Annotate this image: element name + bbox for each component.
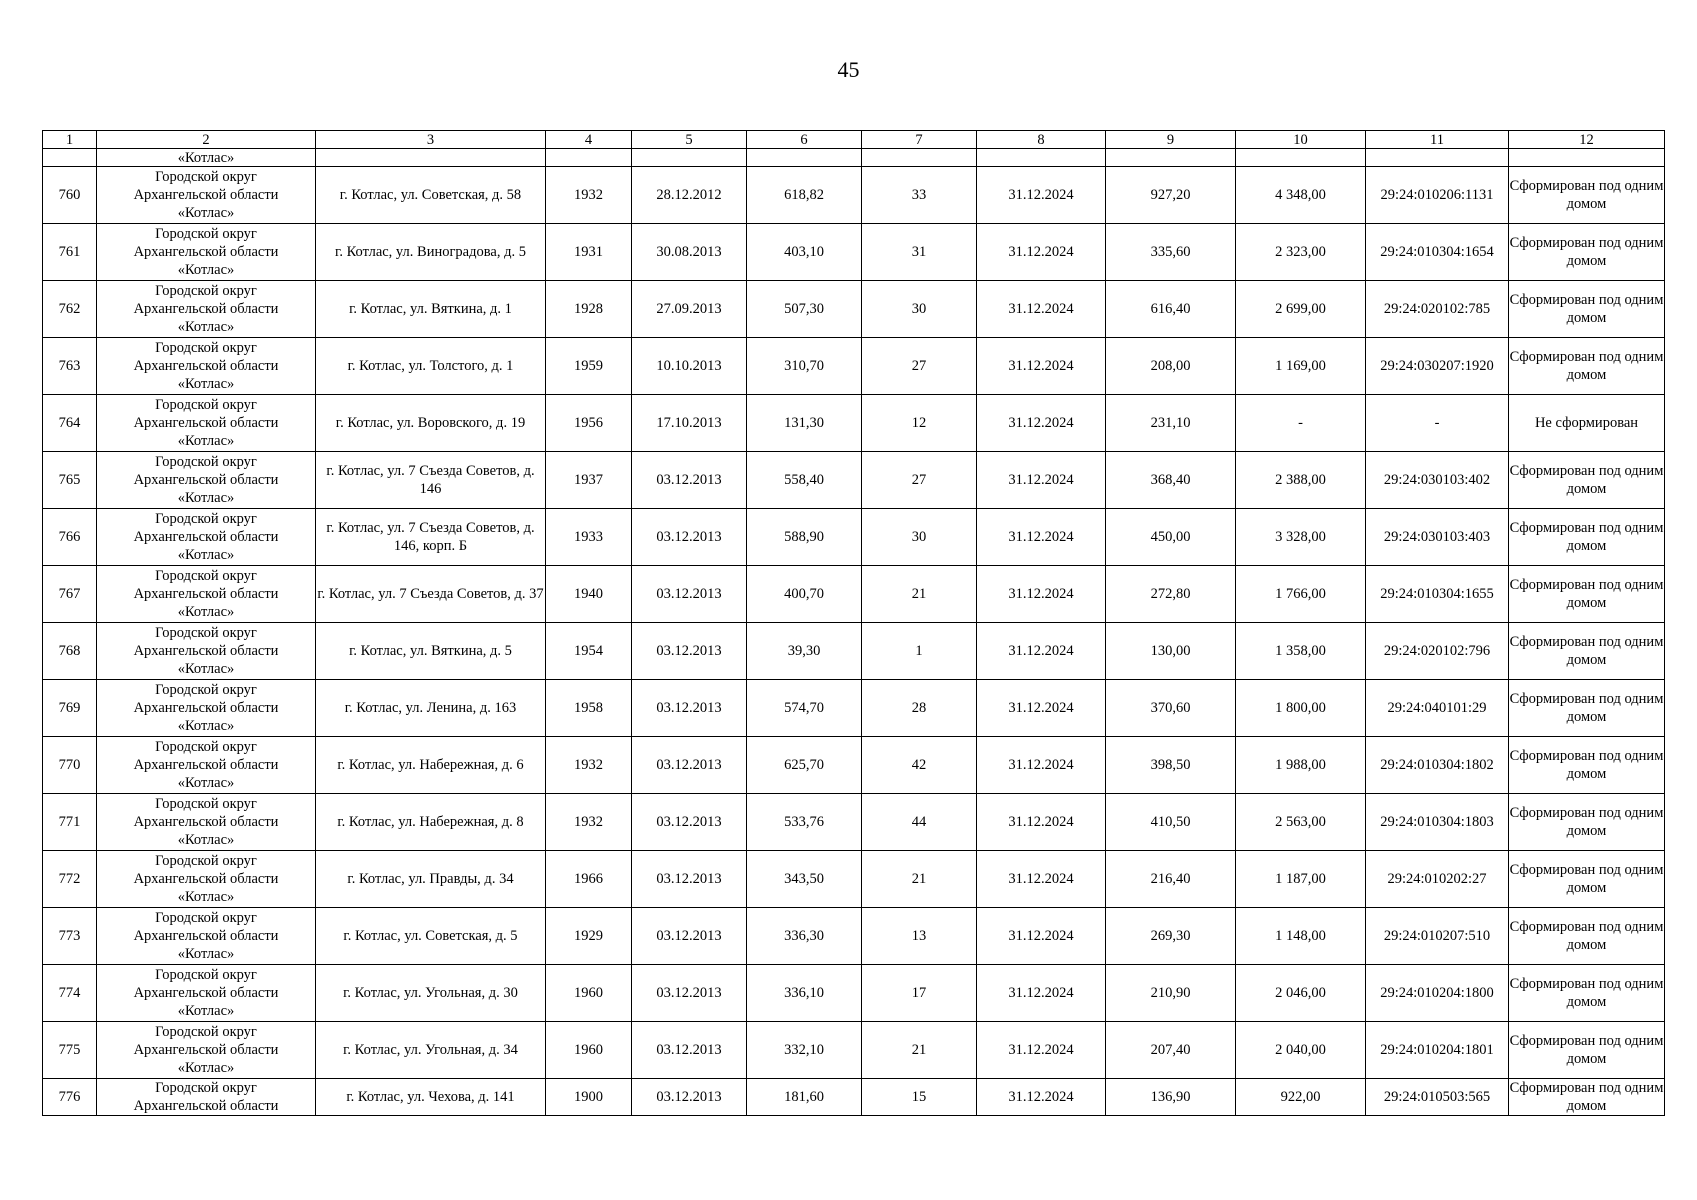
header-cell: 9: [1106, 131, 1236, 149]
status-cell: Сформирован под одним домом: [1509, 680, 1665, 737]
land-area-cell: 2 388,00: [1236, 452, 1366, 509]
owner-line: Городской округ: [155, 796, 257, 812]
deadline-cell: 31.12.2024: [977, 851, 1106, 908]
table-row: [43, 623, 1665, 680]
deadline-cell: 31.12.2024: [977, 452, 1106, 509]
owner-cell: [97, 509, 316, 566]
row-number-cell: 772: [43, 851, 97, 908]
owner-line: «Котлас»: [177, 376, 235, 392]
date-cell: 03.12.2013: [632, 680, 747, 737]
deadline-cell: 31.12.2024: [977, 965, 1106, 1022]
status-cell: Не сформирован: [1509, 395, 1665, 452]
cadastral-number-cell: 29:24:030207:1920: [1366, 338, 1509, 395]
owner-line: Архангельской области: [133, 814, 279, 830]
cadastral-number-cell: 29:24:020102:796: [1366, 623, 1509, 680]
cadastral-number-cell: 29:24:010304:1802: [1366, 737, 1509, 794]
owner-line: «Котлас»: [177, 946, 235, 962]
date-cell: 03.12.2013: [632, 452, 747, 509]
land-area-cell: 4 348,00: [1236, 167, 1366, 224]
area2-cell: 210,90: [1106, 965, 1236, 1022]
date-cell: 03.12.2013: [632, 1022, 747, 1079]
year-cell: 1929: [546, 908, 632, 965]
status-cell: Сформирован под одним домом: [1509, 794, 1665, 851]
row-number-cell: 773: [43, 908, 97, 965]
area2-cell: 370,60: [1106, 680, 1236, 737]
date-cell: 03.12.2013: [632, 566, 747, 623]
owner-cell: [97, 737, 316, 794]
owner-line: Архангельской области: [133, 244, 279, 260]
owner-line: «Котлас»: [177, 319, 235, 335]
residents-cell: 15: [862, 1079, 977, 1116]
address-cell: г. Котлас, ул. Набережная, д. 6: [316, 737, 546, 794]
page-number: 45: [837, 57, 860, 82]
status-cell: Сформирован под одним домом: [1509, 851, 1665, 908]
owner-line: «Котлас»: [177, 832, 235, 848]
area2-cell: 130,00: [1106, 623, 1236, 680]
owner-line: «Котлас»: [177, 262, 235, 278]
owner-line: Городской округ: [155, 169, 257, 185]
date-cell: 27.09.2013: [632, 281, 747, 338]
owner-line: Архангельской области: [133, 985, 279, 1001]
residents-cell: 28: [862, 680, 977, 737]
year-cell: 1959: [546, 338, 632, 395]
cadastral-number-cell: 29:24:010304:1654: [1366, 224, 1509, 281]
table-row: [43, 224, 1665, 281]
owner-line: Архангельской области: [133, 358, 279, 374]
owner-line: Городской округ: [155, 910, 257, 926]
area2-cell: 207,40: [1106, 1022, 1236, 1079]
area-cell: 574,70: [747, 680, 862, 737]
row-number-cell: 764: [43, 395, 97, 452]
deadline-cell: 31.12.2024: [977, 167, 1106, 224]
row-number-cell: 775: [43, 1022, 97, 1079]
address-cell: г. Котлас, ул. Воровского, д. 19: [316, 395, 546, 452]
status-cell: Сформирован под одним домом: [1509, 224, 1665, 281]
land-area-cell: 2 046,00: [1236, 965, 1366, 1022]
row-number-cell: 761: [43, 224, 97, 281]
cadastral-number-cell: 29:24:010304:1803: [1366, 794, 1509, 851]
owner-cell: [97, 908, 316, 965]
cadastral-number-cell: 29:24:010204:1801: [1366, 1022, 1509, 1079]
owner-line: Архангельской области: [133, 1042, 279, 1058]
year-cell: 1933: [546, 509, 632, 566]
deadline-cell: 31.12.2024: [977, 680, 1106, 737]
owner-line: Архангельской области: [133, 643, 279, 659]
residents-cell: 33: [862, 167, 977, 224]
header-cell: 1: [43, 131, 97, 149]
table-row: [43, 509, 1665, 566]
owner-cell: [97, 224, 316, 281]
table-row: [43, 167, 1665, 224]
residents-cell: 30: [862, 281, 977, 338]
land-area-cell: 2 699,00: [1236, 281, 1366, 338]
year-cell: 1960: [546, 965, 632, 1022]
date-cell: 03.12.2013: [632, 851, 747, 908]
cadastral-number-cell: 29:24:040101:29: [1366, 680, 1509, 737]
address-cell: г. Котлас, ул. Ленина, д. 163: [316, 680, 546, 737]
table-row: [43, 1022, 1665, 1079]
area-cell: 400,70: [747, 566, 862, 623]
area-cell: 343,50: [747, 851, 862, 908]
address-cell: г. Котлас, ул. Советская, д. 5: [316, 908, 546, 965]
owner-line: Городской округ: [155, 397, 257, 413]
deadline-cell: 31.12.2024: [977, 794, 1106, 851]
status-cell: Сформирован под одним домом: [1509, 1080, 1664, 1114]
area2-cell: 410,50: [1106, 794, 1236, 851]
residents-cell: 17: [862, 965, 977, 1022]
year-cell: 1932: [546, 794, 632, 851]
status-cell: Сформирован под одним домом: [1509, 167, 1665, 224]
residents-cell: 27: [862, 338, 977, 395]
deadline-cell: 31.12.2024: [977, 1079, 1106, 1116]
owner-line: «Котлас»: [177, 490, 235, 506]
area-cell: 533,76: [747, 794, 862, 851]
status-cell: Сформирован под одним домом: [1509, 1022, 1665, 1079]
owner-line: Городской округ: [155, 1024, 257, 1040]
header-cell: 7: [862, 131, 977, 149]
address-cell: г. Котлас, ул. Толстого, д. 1: [316, 338, 546, 395]
deadline-cell: 31.12.2024: [977, 623, 1106, 680]
area-cell: 507,30: [747, 281, 862, 338]
table-row: [43, 452, 1665, 509]
owner-line: Городской округ: [155, 625, 257, 641]
deadline-cell: 31.12.2024: [977, 1022, 1106, 1079]
cadastral-number-cell: 29:24:010304:1655: [1366, 566, 1509, 623]
owner-cell: [97, 281, 316, 338]
area2-cell: 616,40: [1106, 281, 1236, 338]
row-number-cell: 776: [43, 1079, 97, 1116]
address-cell: г. Котлас, ул. 7 Съезда Советов, д. 146: [316, 452, 546, 509]
owner-line: «Котлас»: [177, 433, 235, 449]
area-cell: 558,40: [747, 452, 862, 509]
land-area-cell: 1 169,00: [1236, 338, 1366, 395]
row-number-cell: 765: [43, 452, 97, 509]
owner-line: Городской округ: [155, 739, 257, 755]
table-row: [43, 680, 1665, 737]
header-cell: 6: [747, 131, 862, 149]
table-row: [43, 281, 1665, 338]
area-cell: 403,10: [747, 224, 862, 281]
year-cell: 1960: [546, 1022, 632, 1079]
owner-line: Архангельской области: [133, 871, 279, 887]
owner-line: Городской округ: [155, 226, 257, 242]
residents-cell: 21: [862, 566, 977, 623]
area2-cell: 272,80: [1106, 566, 1236, 623]
owner-cell: [97, 794, 316, 851]
area-cell: 336,10: [747, 965, 862, 1022]
land-area-cell: 1 800,00: [1236, 680, 1366, 737]
header-cell: 10: [1236, 131, 1366, 149]
land-area-cell: 1 148,00: [1236, 908, 1366, 965]
land-area-cell: 1 187,00: [1236, 851, 1366, 908]
owner-line: Архангельской области: [133, 301, 279, 317]
deadline-cell: 31.12.2024: [977, 395, 1106, 452]
table-row: [43, 395, 1665, 452]
land-area-cell: -: [1236, 395, 1366, 452]
cadastral-number-cell: 29:24:010206:1131: [1366, 167, 1509, 224]
land-area-cell: 2 040,00: [1236, 1022, 1366, 1079]
row-number-cell: 771: [43, 794, 97, 851]
status-cell: Сформирован под одним домом: [1509, 908, 1665, 965]
year-cell: 1966: [546, 851, 632, 908]
address-cell: г. Котлас, ул. Правды, д. 34: [316, 851, 546, 908]
owner-cell: [97, 1022, 316, 1079]
date-cell: 03.12.2013: [632, 1079, 747, 1116]
owner-line: Архангельской области: [133, 472, 279, 488]
owner-line: «Котлас»: [177, 889, 235, 905]
residents-cell: 13: [862, 908, 977, 965]
date-cell: 17.10.2013: [632, 395, 747, 452]
owner-line: Городской округ: [155, 967, 257, 983]
owner-cell: [97, 452, 316, 509]
date-cell: 03.12.2013: [632, 509, 747, 566]
residents-cell: 44: [862, 794, 977, 851]
owner-cell: [97, 623, 316, 680]
residents-cell: 31: [862, 224, 977, 281]
area2-cell: 231,10: [1106, 395, 1236, 452]
row-number-cell: 768: [43, 623, 97, 680]
date-cell: 30.08.2013: [632, 224, 747, 281]
area-cell: 310,70: [747, 338, 862, 395]
owner-line: Городской округ: [155, 1080, 257, 1096]
area2-cell: 398,50: [1106, 737, 1236, 794]
address-cell: г. Котлас, ул. Вяткина, д. 1: [316, 281, 546, 338]
land-area-cell: 1 766,00: [1236, 566, 1366, 623]
land-area-cell: 1 988,00: [1236, 737, 1366, 794]
year-cell: 1928: [546, 281, 632, 338]
housing-registry-table: [42, 130, 1665, 1116]
owner-line: «Котлас»: [177, 205, 235, 221]
residents-cell: 21: [862, 1022, 977, 1079]
owner-line: «Котлас»: [177, 604, 235, 620]
cadastral-number-cell: 29:24:010503:565: [1366, 1079, 1509, 1116]
owner-cell: [97, 851, 316, 908]
area-cell: 625,70: [747, 737, 862, 794]
area2-cell: 368,40: [1106, 452, 1236, 509]
owner-line: «Котлас»: [177, 661, 235, 677]
table-body: [43, 149, 1665, 1116]
year-cell: 1954: [546, 623, 632, 680]
continuation-owner: «Котлас»: [97, 149, 316, 167]
deadline-cell: 31.12.2024: [977, 509, 1106, 566]
owner-line: «Котлас»: [177, 1060, 235, 1076]
owner-line: Архангельской области: [133, 1098, 279, 1114]
header-cell: 5: [632, 131, 747, 149]
owner-line: «Котлас»: [177, 547, 235, 563]
year-cell: 1940: [546, 566, 632, 623]
residents-cell: 30: [862, 509, 977, 566]
owner-cell: [97, 566, 316, 623]
residents-cell: 21: [862, 851, 977, 908]
deadline-cell: 31.12.2024: [977, 908, 1106, 965]
year-cell: 1931: [546, 224, 632, 281]
status-cell: Сформирован под одним домом: [1509, 737, 1665, 794]
residents-cell: 27: [862, 452, 977, 509]
status-cell: Сформирован под одним домом: [1509, 566, 1665, 623]
year-cell: 1958: [546, 680, 632, 737]
date-cell: 03.12.2013: [632, 965, 747, 1022]
row-number-cell: 762: [43, 281, 97, 338]
land-area-cell: 2 323,00: [1236, 224, 1366, 281]
header-cell: 11: [1366, 131, 1509, 149]
year-cell: 1956: [546, 395, 632, 452]
area2-cell: 136,90: [1106, 1079, 1236, 1116]
deadline-cell: 31.12.2024: [977, 566, 1106, 623]
continuation-row: [43, 149, 1665, 167]
status-cell: Сформирован под одним домом: [1509, 452, 1665, 509]
header-cell: 4: [546, 131, 632, 149]
date-cell: 03.12.2013: [632, 737, 747, 794]
address-cell: г. Котлас, ул. Набережная, д. 8: [316, 794, 546, 851]
table-row: [43, 1079, 1665, 1116]
table-row: [43, 566, 1665, 623]
owner-line: Архангельской области: [133, 928, 279, 944]
owner-line: Архангельской области: [133, 529, 279, 545]
residents-cell: 42: [862, 737, 977, 794]
row-number-cell: 760: [43, 167, 97, 224]
table-row: [43, 851, 1665, 908]
address-cell: г. Котлас, ул. Вяткина, д. 5: [316, 623, 546, 680]
row-number-cell: 766: [43, 509, 97, 566]
owner-line: Городской округ: [155, 853, 257, 869]
year-cell: 1932: [546, 737, 632, 794]
land-area-cell: 3 328,00: [1236, 509, 1366, 566]
cadastral-number-cell: 29:24:020102:785: [1366, 281, 1509, 338]
area-cell: 336,30: [747, 908, 862, 965]
row-number-cell: 769: [43, 680, 97, 737]
residents-cell: 12: [862, 395, 977, 452]
deadline-cell: 31.12.2024: [977, 737, 1106, 794]
header-cell: 8: [977, 131, 1106, 149]
cadastral-number-cell: -: [1366, 395, 1509, 452]
area-cell: 332,10: [747, 1022, 862, 1079]
address-cell: г. Котлас, ул. Виноградова, д. 5: [316, 224, 546, 281]
status-cell: Сформирован под одним домом: [1509, 509, 1665, 566]
land-area-cell: 922,00: [1236, 1079, 1366, 1116]
owner-cell: [97, 680, 316, 737]
row-number-cell: 767: [43, 566, 97, 623]
owner-line: Архангельской области: [133, 700, 279, 716]
land-area-cell: 1 358,00: [1236, 623, 1366, 680]
residents-cell: 1: [862, 623, 977, 680]
area-cell: 618,82: [747, 167, 862, 224]
address-cell: г. Котлас, ул. 7 Съезда Советов, д. 37: [316, 566, 546, 623]
status-cell: Сформирован под одним домом: [1509, 338, 1665, 395]
table-row: [43, 737, 1665, 794]
area-cell: 181,60: [747, 1079, 862, 1116]
owner-cell: [97, 167, 316, 224]
deadline-cell: 31.12.2024: [977, 281, 1106, 338]
cadastral-number-cell: 29:24:010204:1800: [1366, 965, 1509, 1022]
owner-line: Городской округ: [155, 682, 257, 698]
year-cell: 1937: [546, 452, 632, 509]
owner-line: Архангельской области: [133, 415, 279, 431]
owner-line: Городской округ: [155, 511, 257, 527]
owner-cell: [97, 1079, 316, 1116]
date-cell: 10.10.2013: [632, 338, 747, 395]
address-cell: г. Котлас, ул. Советская, д. 58: [316, 167, 546, 224]
area2-cell: 216,40: [1106, 851, 1236, 908]
row-number-cell: 763: [43, 338, 97, 395]
owner-line: Городской округ: [155, 454, 257, 470]
area-cell: 131,30: [747, 395, 862, 452]
header-cell: 3: [316, 131, 546, 149]
year-cell: 1932: [546, 167, 632, 224]
table-row: [43, 794, 1665, 851]
cadastral-number-cell: 29:24:010202:27: [1366, 851, 1509, 908]
row-number-cell: 774: [43, 965, 97, 1022]
area2-cell: 335,60: [1106, 224, 1236, 281]
owner-line: «Котлас»: [177, 775, 235, 791]
area-cell: 39,30: [747, 623, 862, 680]
owner-line: «Котлас»: [177, 718, 235, 734]
row-number-cell: 770: [43, 737, 97, 794]
owner-line: Городской округ: [155, 283, 257, 299]
area2-cell: 450,00: [1106, 509, 1236, 566]
area-cell: 588,90: [747, 509, 862, 566]
owner-cell: [97, 965, 316, 1022]
deadline-cell: 31.12.2024: [977, 224, 1106, 281]
table-row: [43, 965, 1665, 1022]
address-cell: г. Котлас, ул. Угольная, д. 30: [316, 965, 546, 1022]
status-cell: Сформирован под одним домом: [1509, 965, 1665, 1022]
address-cell: г. Котлас, ул. Чехова, д. 141: [316, 1079, 546, 1116]
owner-line: Архангельской области: [133, 187, 279, 203]
header-cell: 2: [97, 131, 316, 149]
owner-line: Архангельской области: [133, 757, 279, 773]
header-cell: 12: [1509, 131, 1665, 149]
deadline-cell: 31.12.2024: [977, 338, 1106, 395]
area2-cell: 269,30: [1106, 908, 1236, 965]
owner-cell: [97, 338, 316, 395]
cadastral-number-cell: 29:24:030103:403: [1366, 509, 1509, 566]
date-cell: 28.12.2012: [632, 167, 747, 224]
owner-cell: [97, 395, 316, 452]
status-cell: Сформирован под одним домом: [1509, 623, 1665, 680]
year-cell: 1900: [546, 1079, 632, 1116]
date-cell: 03.12.2013: [632, 623, 747, 680]
address-cell: г. Котлас, ул. 7 Съезда Советов, д. 146, корп. Б: [316, 509, 546, 566]
owner-line: Городской округ: [155, 340, 257, 356]
table-row: [43, 908, 1665, 965]
cadastral-number-cell: 29:24:030103:402: [1366, 452, 1509, 509]
date-cell: 03.12.2013: [632, 908, 747, 965]
area2-cell: 927,20: [1106, 167, 1236, 224]
column-number-header: [43, 131, 1665, 149]
owner-line: «Котлас»: [177, 1003, 235, 1019]
cadastral-number-cell: 29:24:010207:510: [1366, 908, 1509, 965]
area2-cell: 208,00: [1106, 338, 1236, 395]
owner-line: Архангельской области: [133, 586, 279, 602]
date-cell: 03.12.2013: [632, 794, 747, 851]
table-row: [43, 338, 1665, 395]
land-area-cell: 2 563,00: [1236, 794, 1366, 851]
address-cell: г. Котлас, ул. Угольная, д. 34: [316, 1022, 546, 1079]
owner-line: Городской округ: [155, 568, 257, 584]
status-cell: Сформирован под одним домом: [1509, 281, 1665, 338]
